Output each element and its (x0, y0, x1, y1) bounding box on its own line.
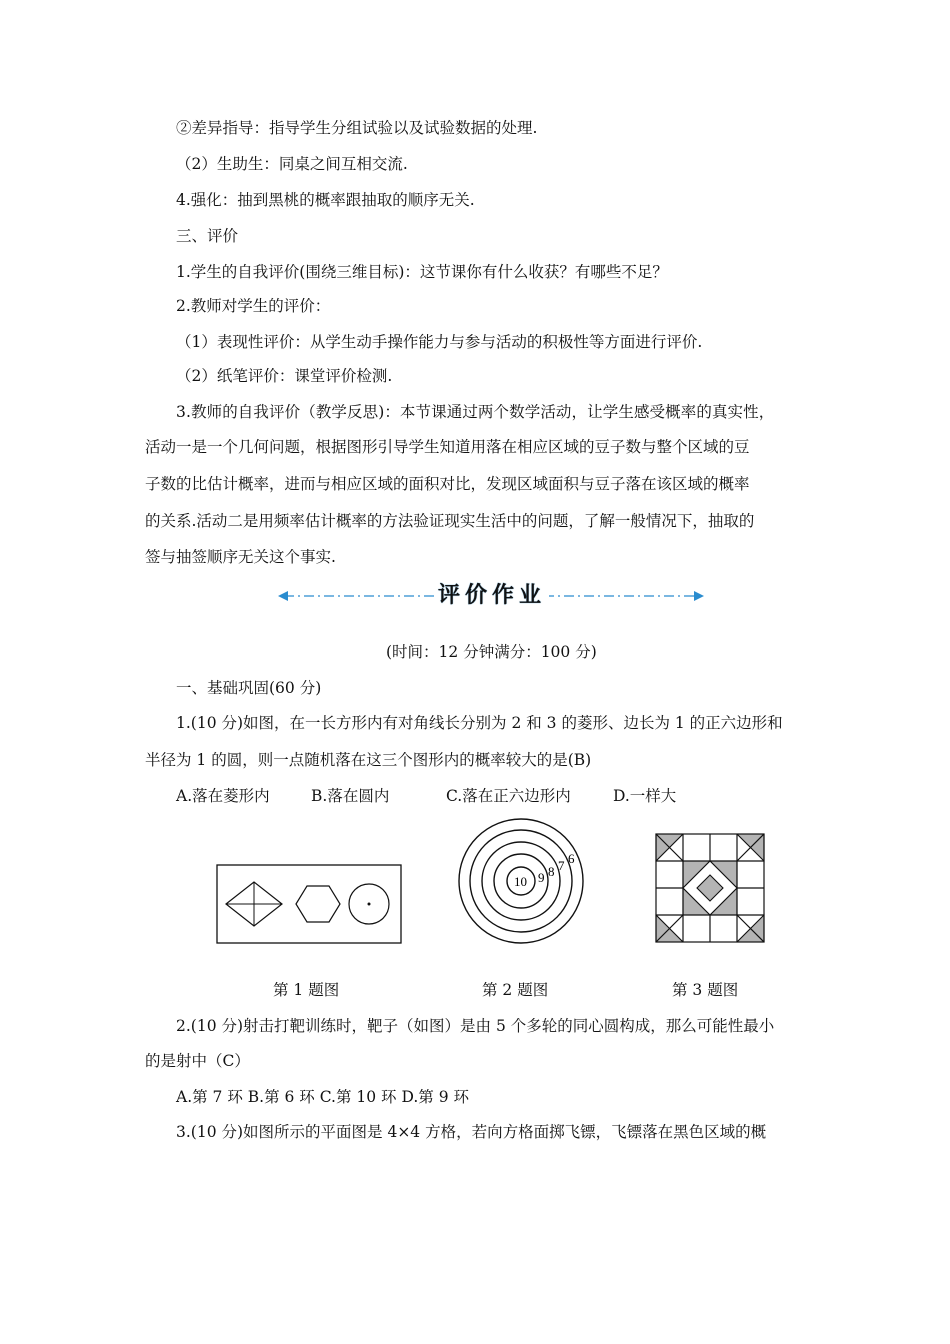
paragraph-line: 活动一是一个几何问题，根据图形引导学生知道用落在相应区域的豆子数与整个区域的豆 (145, 438, 750, 456)
paragraph-line: （1）表现性评价：从学生动手操作能力与参与活动的积极性等方面进行评价. (176, 333, 703, 351)
ring-label-10: 10 (514, 874, 527, 889)
option-a: A.落在菱形内 (176, 787, 270, 805)
figure-caption-1: 第 1 题图 (273, 981, 340, 999)
time-limit: (时间：12 分钟满分：100 分) (386, 643, 597, 661)
section-heading: 三、评价 (176, 227, 239, 245)
question-options: A.第 7 环 B.第 6 环 C.第 10 环 D.第 9 环 (176, 1088, 469, 1106)
figure-caption-2: 第 2 题图 (482, 981, 549, 999)
paragraph-line: 1.学生的自我评价(围绕三维目标)：这节课你有什么收获？有哪些不足？ (176, 263, 668, 281)
ring-label-6: 6 (568, 851, 575, 866)
question-line: 1.(10 分)如图，在一长方形内有对角线长分别为 2 和 3 的菱形、边长为 1 的正六边形和 (176, 714, 783, 732)
question-line: 的是射中（C） (145, 1052, 250, 1070)
figure-1-rectangle-shapes (214, 862, 406, 946)
figure-2-target (456, 816, 586, 946)
paragraph-line: 2.教师对学生的评价： (176, 297, 331, 315)
option-d: D.一样大 (613, 787, 677, 805)
figure-3-grid (654, 832, 768, 946)
banner-title: 评价作业 (435, 582, 549, 610)
paragraph-line: 3.教师的自我评价（教学反思)：本节课通过两个数学活动，让学生感受概率的真实性， (176, 403, 775, 421)
paragraph-line: 签与抽签顺序无关这个事实. (145, 548, 336, 566)
question-line: 3.(10 分)如图所示的平面图是 4×4 方格，若向方格面掷飞镖，飞镖落在黑色区域的概 (176, 1123, 767, 1141)
paragraph-line: 子数的比估计概率，进而与相应区域的面积对比，发现区域面积与豆子落在该区域的概率 (145, 475, 750, 493)
option-c: C.落在正六边形内 (446, 787, 571, 805)
question-line: 半径为 1 的圆，则一点随机落在这三个图形内的概率较大的是(B) (145, 751, 592, 769)
paragraph-line: （2）纸笔评价：课堂评价检测. (176, 367, 393, 385)
ring-label-8: 8 (548, 864, 555, 879)
option-b: B.落在圆内 (311, 787, 390, 805)
figure-caption-3: 第 3 题图 (672, 981, 739, 999)
paragraph-line: 的关系.活动二是用频率估计概率的方法验证现实生活中的问题，了解一般情况下，抽取的 (145, 512, 755, 530)
paragraph-line: 4.强化：抽到黑桃的概率跟抽取的顺序无关. (176, 191, 475, 209)
paragraph-line: ②差异指导：指导学生分组试验以及试验数据的处理. (176, 119, 538, 137)
ring-label-9: 9 (538, 870, 545, 885)
paragraph-line: （2）生助生：同桌之间互相交流. (176, 155, 408, 173)
question-line: 2.(10 分)射击打靶训练时，靶子（如图）是由 5 个多轮的同心圆构成，那么可能性最小 (176, 1017, 775, 1035)
ring-label-7: 7 (558, 858, 565, 873)
section-heading: 一、基础巩固(60 分) (176, 679, 322, 697)
